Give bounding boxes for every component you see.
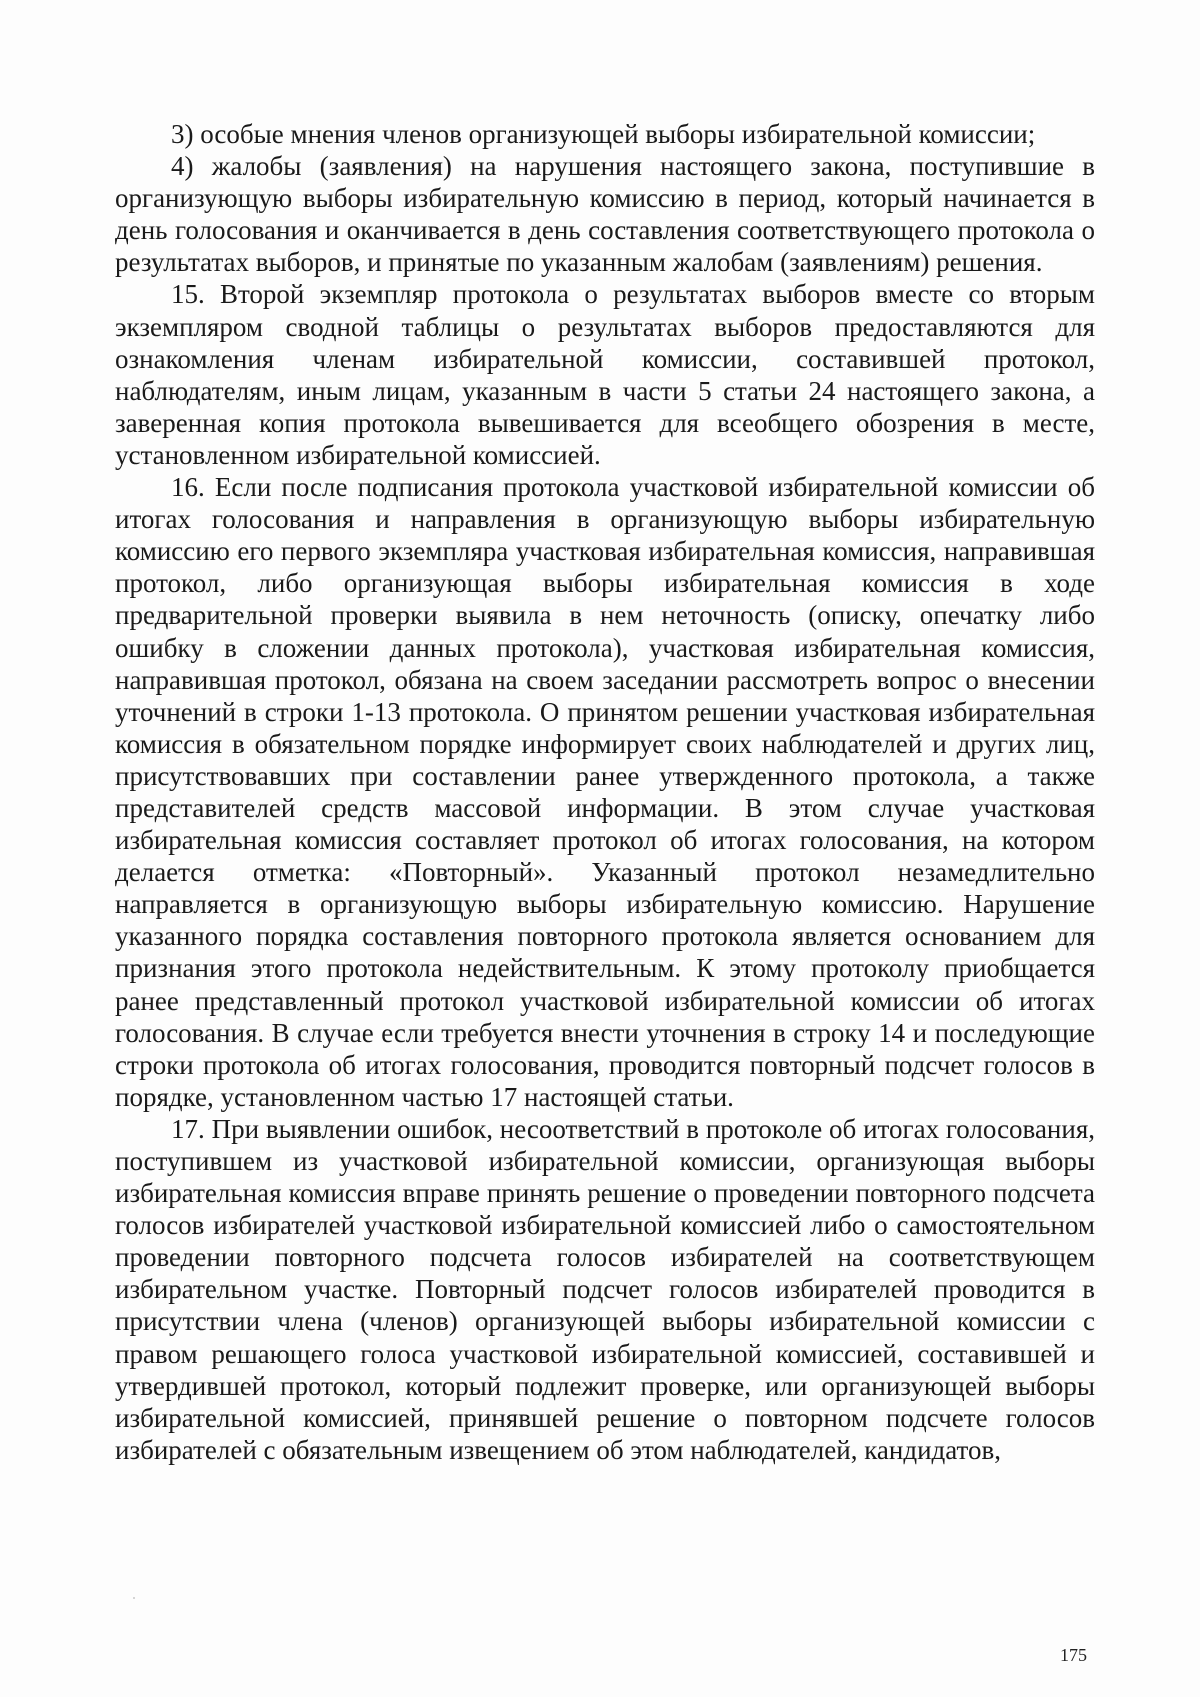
scan-speck	[133, 1597, 135, 1599]
page-number: 175	[1060, 1645, 1087, 1665]
paragraph-section-15: 15. Второй экземпляр протокола о результатах выборов вместе со вторым экземпляром сводной таблицы о результатах выборов предоставляются для ознакомления членам избирательной комиссии, составившей протокол, наблюдателям, иным лицам, указанным в части 5 статьи 24 настоящего закона, а заверенная копия протокола вывешивается для всеобщего обозрения в месте, установленном избирательной комиссией.	[115, 279, 1095, 470]
document-body	[115, 118, 1095, 1466]
paragraph-item-4: 4) жалобы (заявления) на нарушения настоящего закона, поступившие в организующую выборы избирательную комиссию в период, который начинается в день голосования и оканчивается в день составления соответствующего протокола о результатах выборов, и принятые по указанным жалобам (заявлениям) решения.	[115, 151, 1095, 278]
paragraph-section-17: 17. При выявлении ошибок, несоответствий в протоколе об итогах голосования, поступившем из участковой избирательной комиссии, организующая выборы избирательная комиссия вправе принять решение о проведении повторного подсчета голосов избирателей участковой избирательной комиссией либо о самостоятельном проведении повторного подсчета голосов избирателей на соответствующем избирательном участке. Повторный подсчет голосов избирателей проводится в присутствии члена (членов) организующей выборы избирательной комиссии с правом решающего голоса участковой избирательной комиссией, составившей и утвердившей протокол, который подлежит проверке, или организующей выборы избирательной комиссией, принявшей решение о повторном подсчете голосов избирателей с обязательным извещением об этом наблюдателей, кандидатов,	[115, 1113, 1095, 1465]
paragraph-section-16: 16. Если после подписания протокола участковой избирательной комиссии об итогах голосования и направления в организующую выборы избирательную комиссию его первого экземпляра участковая избирательная комиссия, направившая протокол, либо организующая выборы избирательная комиссия в ходе предварительной проверки выявила в нем неточность (описку, опечатку либо ошибку в сложении данных протокола), участковая избирательная комиссия, направившая протокол, обязана на своем заседании рассмотреть вопрос о внесении уточнений в строки 1-13 протокола. О принятом решении участковая избирательная комиссия в обязательном порядке информирует своих наблюдателей и других лиц, присутствовавших при составлении ранее утвержденного протокола, а также представителей средств массовой информации. В этом случае участковая избирательная комиссия составляет протокол об итогах голосования, на котором делается отметка: «Повторный». Указанный протокол незамедлительно направляется в организующую выборы избирательную комиссию. Нарушение указанного порядка составления повторного протокола является основанием для признания этого протокола недействительным. К этому протоколу приобщается ранее представленный протокол участковой избирательной комиссии об итогах голосования. В случае если требуется внести уточнения в строку 14 и последующие строки протокола об итогах голосования, проводится повторный подсчет голосов в порядке, установленном частью 17 настоящей статьи.	[115, 472, 1095, 1112]
paragraph-item-3: 3) особые мнения членов организующей выборы избирательной комиссии;	[171, 119, 1036, 149]
